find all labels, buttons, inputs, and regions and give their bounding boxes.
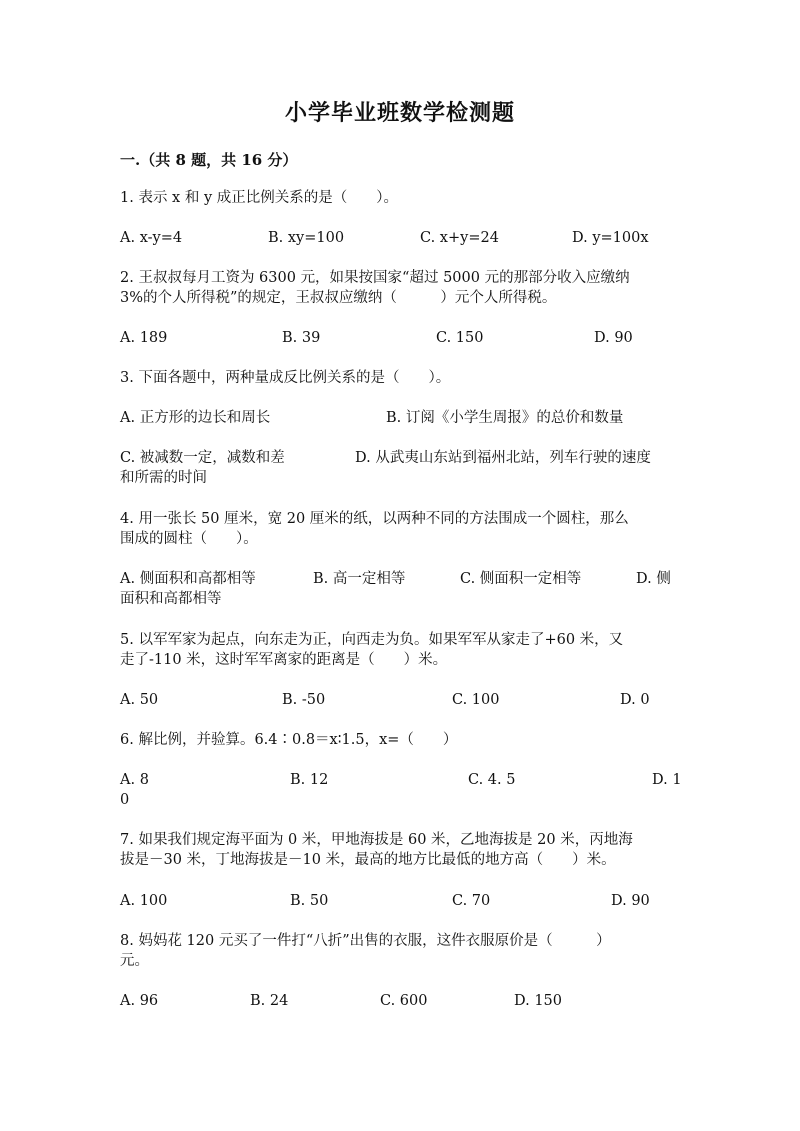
question-4-option-b: B. 高一定相等 [313, 571, 406, 587]
question-4-option-d-cont: 面积和高都相等 [120, 591, 222, 607]
question-6 [120, 730, 680, 750]
question-8-line-2: 元。 [120, 953, 149, 969]
question-5-option-a: A. 50 [120, 692, 159, 708]
question-8-option-c: C. 600 [380, 993, 428, 1009]
question-6-option-d-cont: 0 [120, 792, 130, 808]
question-4-line-1: 4. 用一张长 50 厘米，宽 20 厘米的纸，以两种不同的方法围成一个圆柱，那么 [120, 511, 629, 527]
question-2 [120, 268, 680, 308]
question-1-option-b: B. xy=100 [268, 230, 345, 246]
question-5-option-d: D. 0 [620, 692, 650, 708]
question-4-option-d: D. 侧 [636, 571, 671, 587]
question-2-option-a: A. 189 [120, 330, 168, 346]
question-5 [120, 630, 680, 670]
question-1-option-a: A. x-y=4 [120, 230, 183, 246]
question-3-option-c: C. 被减数一定，减数和差 [120, 450, 285, 466]
question-4-line-2: 围成的圆柱（ ）。 [120, 531, 258, 547]
question-3 [120, 368, 680, 388]
question-3-option-d: D. 从武夷山东站到福州北站，列车行驶的速度 [355, 450, 651, 466]
page-title: 小学毕业班数学检测题 [284, 100, 515, 126]
question-4 [120, 509, 680, 549]
question-2-option-d: D. 90 [594, 330, 633, 346]
question-5-line-1: 5. 以军军家为起点，向东走为正，向西走为负。如果军军从家走了+60 米，又 [120, 632, 624, 648]
question-3-option-d-cont: 和所需的时间 [120, 470, 207, 486]
question-4-option-a: A. 侧面积和高都相等 [120, 571, 256, 587]
question-3-option-b: B. 订阅《小学生周报》的总价和数量 [386, 410, 624, 426]
question-7-line-2: 拔是－30 米，丁地海拔是－10 米，最高的地方比最低的地方高（ ）米。 [120, 852, 616, 868]
question-1 [120, 188, 680, 208]
question-6-option-d: D. 1 [652, 772, 682, 788]
question-1-line-1: 1. 表示 x 和 y 成正比例关系的是（ ）。 [120, 190, 398, 206]
question-7-option-d: D. 90 [611, 893, 650, 909]
question-7-option-b: B. 50 [290, 893, 329, 909]
question-4-option-c: C. 侧面积一定相等 [460, 571, 582, 587]
question-7 [120, 830, 680, 870]
question-8-line-1: 8. 妈妈花 120 元买了一件打“八折”出售的衣服，这件衣服原价是（ ） [120, 933, 611, 949]
question-3-option-a: A. 正方形的边长和周长 [120, 410, 271, 426]
question-7-option-c: C. 70 [452, 893, 491, 909]
question-5-line-2: 走了-110 米，这时军军离家的距离是（ ）米。 [120, 652, 448, 668]
section-heading: 一.（共 8 题，共 16 分） [120, 151, 298, 169]
question-7-option-a: A. 100 [120, 893, 168, 909]
question-8 [120, 931, 680, 971]
question-2-line-2: 3%的个人所得税”的规定，王叔叔应缴纳（ ）元个人所得税。 [120, 290, 557, 306]
question-6-option-c: C. 4. 5 [468, 772, 516, 788]
question-8-option-a: A. 96 [120, 993, 159, 1009]
question-6-line-1: 6. 解比例，并验算。6.4∶0.8＝x∶1.5，x=（ ） [120, 732, 458, 748]
question-2-option-c: C. 150 [436, 330, 484, 346]
question-6-option-a: A. 8 [120, 772, 149, 788]
question-2-option-b: B. 39 [282, 330, 321, 346]
question-6-option-b: B. 12 [290, 772, 329, 788]
question-7-line-1: 7. 如果我们规定海平面为 0 米，甲地海拔是 60 米，乙地海拔是 20 米，丙地海 [120, 832, 633, 848]
question-1-option-c: C. x+y=24 [420, 230, 499, 246]
question-2-line-1: 2. 王叔叔每月工资为 6300 元，如果按国家“超过 5000 元的那部分收入应缴纳 [120, 270, 630, 286]
question-8-option-b: B. 24 [250, 993, 289, 1009]
question-8-option-d: D. 150 [514, 993, 563, 1009]
question-5-option-c: C. 100 [452, 692, 500, 708]
question-3-line-1: 3. 下面各题中，两种量成反比例关系的是（ ）。 [120, 370, 451, 386]
question-1-option-d: D. y=100x [572, 230, 649, 246]
question-5-option-b: B. -50 [282, 692, 326, 708]
